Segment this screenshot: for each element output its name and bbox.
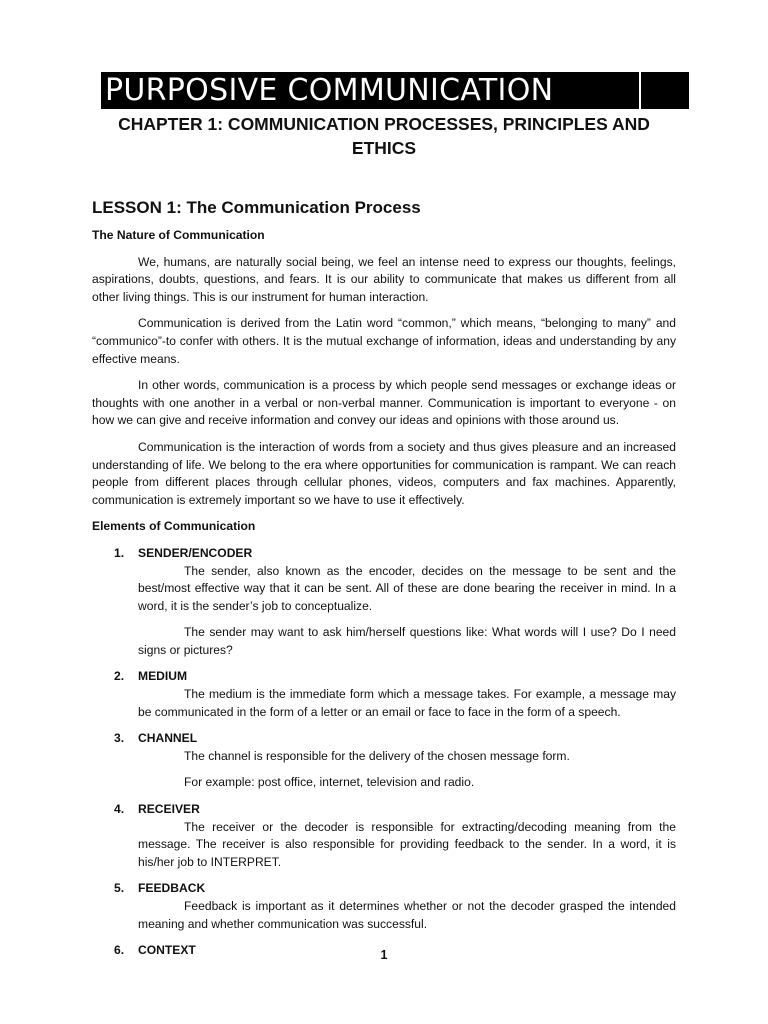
- list-number: 4.: [114, 802, 125, 817]
- list-item: [92, 730, 676, 792]
- element-description: The channel is responsible for the delivery of the chosen message form.: [184, 748, 570, 763]
- element-description: Feedback is important as it determines whether or not the decoder grasped the intended meaning and whether communication was successful.: [138, 899, 676, 931]
- element-title: SENDER/ENCODER: [138, 545, 253, 560]
- list-number: 2.: [114, 669, 125, 684]
- list-number: 6.: [114, 943, 125, 958]
- chapter-title: CHAPTER 1: COMMUNICATION PROCESSES, PRINCIPLES AND ETHICS: [118, 114, 650, 158]
- paragraph: We, humans, are naturally social being, we feel an intense need to express our thoughts, feelings, aspirations, doubts, questions, and fears. It is our ability to communicate that makes us different from all other living things. This is our instrument for human interaction.: [92, 254, 676, 304]
- lesson-title: LESSON 1: The Communication Process: [92, 198, 421, 217]
- page-number: 1: [380, 948, 388, 962]
- title-banner: [101, 72, 689, 109]
- section-heading-elements: Elements of Communication: [92, 519, 256, 534]
- paragraph: Communication is derived from the Latin word “common,” which means, “belonging to many” and “communico”-to confer with others. It is the mutual exchange of information, ideas and understanding by any effective means.: [92, 316, 676, 366]
- element-description: The receiver or the decoder is responsible for extracting/decoding meaning from the message. The receiver is also responsible for providing feedback to the sender. In a word, it is his/her job to INTERPRET.: [138, 819, 676, 869]
- paragraph: In other words, communication is a process by which people send messages or exchange ideas or thoughts with one another in a verbal or non-verbal manner. Communication is important to everyone - on how we can give and receive information and convey our ideas and opinions with those around us.: [92, 378, 676, 428]
- list-item: [92, 668, 676, 721]
- element-description: For example: post office, internet, television and radio.: [184, 775, 475, 790]
- element-title: RECEIVER: [138, 802, 200, 817]
- list-item: [92, 880, 676, 933]
- list-item: [92, 545, 676, 660]
- list-number: 5.: [114, 881, 125, 896]
- document-body: [92, 227, 676, 960]
- elements-list: [92, 545, 676, 960]
- element-title: MEDIUM: [138, 669, 188, 684]
- list-item: [92, 801, 676, 871]
- list-number: 1.: [114, 545, 125, 560]
- element-description: The sender may want to ask him/herself questions like: What words will I use? Do I need signs or pictures?: [138, 625, 676, 657]
- banner-divider: [639, 72, 641, 109]
- list-number: 3.: [114, 731, 125, 746]
- banner-title: PURPOSIVE COMMUNICATION: [105, 73, 554, 108]
- section-heading-nature: The Nature of Communication: [92, 228, 265, 242]
- element-title: CONTEXT: [138, 943, 196, 958]
- element-description: The medium is the immediate form which a message takes. For example, a message may be communicated in the form of a letter or an email or face to face in the form of a speech.: [138, 687, 676, 719]
- element-title: CHANNEL: [138, 731, 198, 746]
- paragraph: Communication is the interaction of words from a society and thus gives pleasure and an increased understanding of life. We belong to the era where opportunities for communication is rampant. We can reach people from different places through cellular phones, videos, computers and fax machines. Apparently, communication is extremely important so we have to use it effectively.: [92, 439, 676, 507]
- element-title: FEEDBACK: [138, 881, 206, 896]
- element-description: The sender, also known as the encoder, decides on the message to be sent and the best/most effective way that it can be sent. All of these are done bearing the receiver in mind. In a word, it is the sender’s job to conceptualize.: [138, 563, 676, 613]
